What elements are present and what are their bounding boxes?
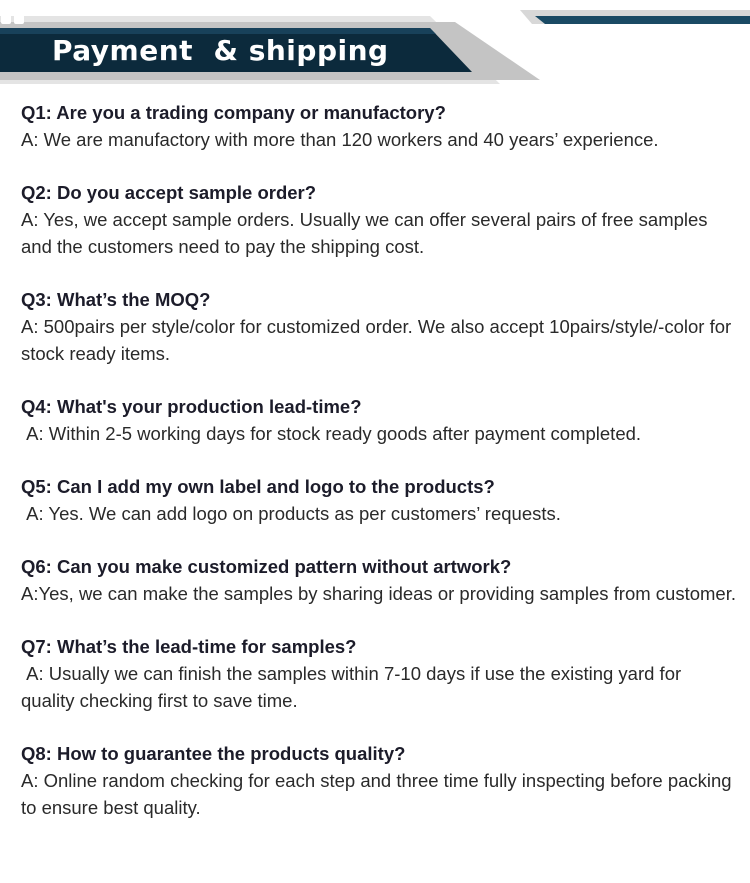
faq-item-3	[21, 286, 736, 367]
faq-item-5	[21, 473, 736, 527]
faq-item-6	[21, 553, 736, 607]
faq-answer: A: Usually we can finish the samples within 7-10 days if use the existing yard for quality checking first to save time.	[21, 663, 687, 711]
faq-question: Q8: How to guarantee the products quality?	[21, 743, 406, 764]
faq-question: Q4: What's your production lead-time?	[21, 396, 362, 417]
grid-icon	[0, 0, 26, 26]
faq-item-2	[21, 179, 736, 260]
faq-answer: A: Within 2-5 working days for stock ready goods after payment completed.	[21, 423, 642, 444]
faq-answer: A: Yes, we accept sample orders. Usually we can offer several pairs of free samples and the customers need to pay the shipping cost.	[21, 209, 713, 257]
faq-answer: A: 500pairs per style/color for customized order. We also accept 10pairs/style/-color for stock ready items.	[21, 316, 737, 364]
faq-answer: A:Yes, we can make the samples by sharing ideas or providing samples from customer.	[21, 583, 736, 604]
banner-title: Payment & shipping	[52, 34, 389, 67]
faq-item-4	[21, 393, 736, 447]
faq-question: Q2: Do you accept sample order?	[21, 182, 317, 203]
faq-answer: A: Yes. We can add logo on products as per customers’ requests.	[21, 503, 561, 524]
faq-question: Q5: Can I add my own label and logo to the products?	[21, 476, 495, 497]
faq-item-7	[21, 633, 736, 714]
faq-answer: A: Online random checking for each step and three time fully inspecting before packing to ensure best quality.	[21, 770, 737, 818]
faq-item-8	[21, 740, 736, 821]
faq-question: Q1: Are you a trading company or manufactory?	[21, 102, 446, 123]
section-banner	[0, 0, 750, 90]
faq-question: Q7: What’s the lead-time for samples?	[21, 636, 357, 657]
faq-question: Q3: What’s the MOQ?	[21, 289, 211, 310]
faq-question: Q6: Can you make customized pattern without artwork?	[21, 556, 512, 577]
faq-answer: A: We are manufactory with more than 120 workers and 40 years’ experience.	[21, 129, 659, 150]
faq-item-1	[21, 99, 736, 153]
faq-list	[21, 99, 736, 821]
